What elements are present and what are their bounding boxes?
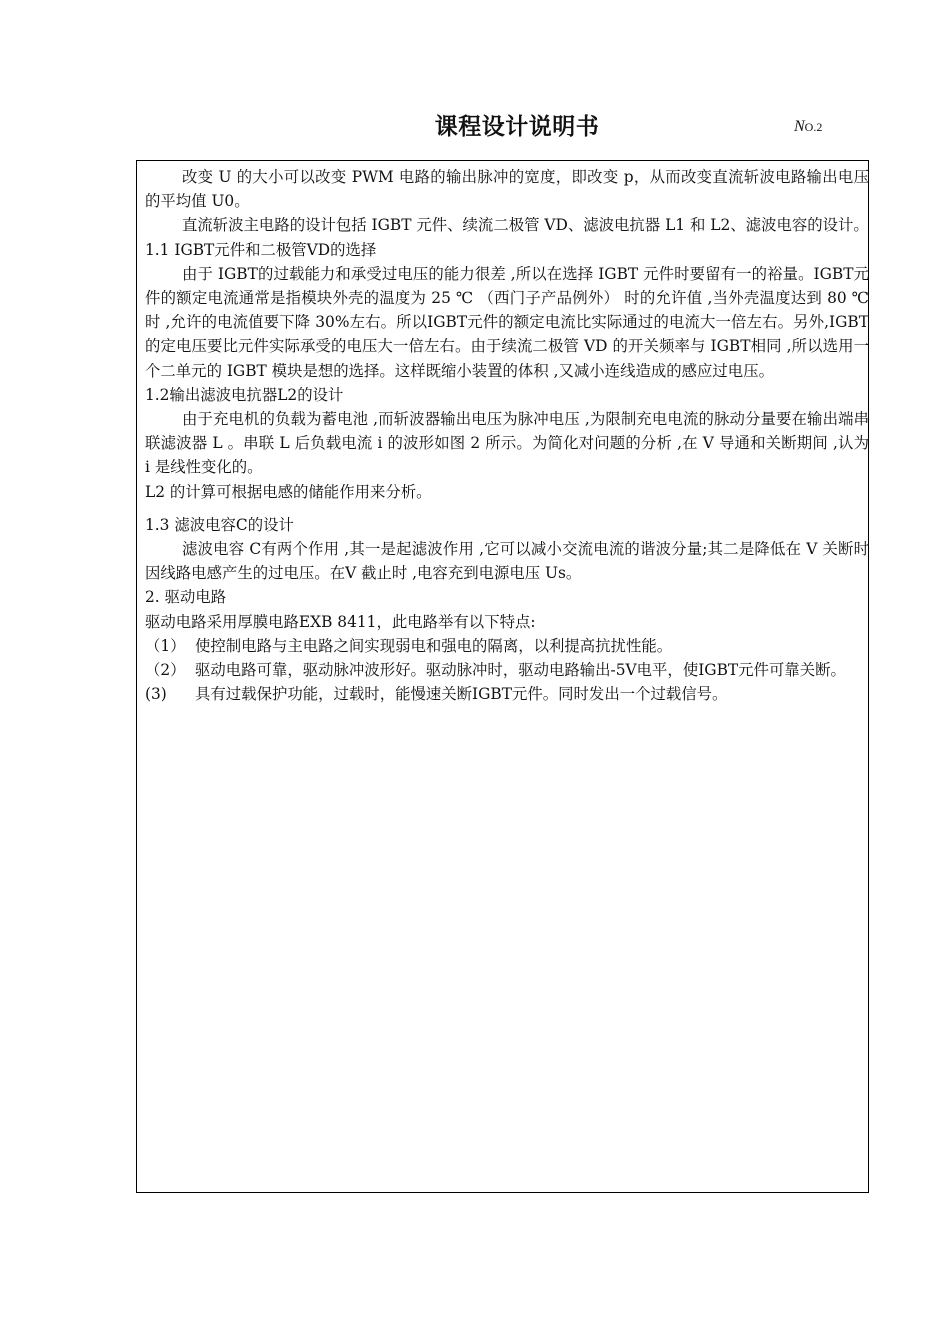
- paragraph-igbt: 由于 IGBT的过载能力和承受过电压的能力很差 ,所以在选择 IGBT 元件时要留有一的裕量。IGBT元件的额定电流通常是指模块外壳的温度为 25 ℃ （西门子产品例外） 时的允许值 ,当外壳温度达到 80 ℃时 ,允许的电流值要下降 30%左右。所以IGBT元件的额定电流比实际通过的电流大一倍左右。另外,IGBT的定电压要比元件实际承受的电压大一倍左右。由于续流二极管 VD 的开关频率与 IGBT相同 ,所以选用一个二单元的 IGBT 模块是想的选择。这样既缩小装置的体积 ,又减小连线造成的感应过电压。: [145, 264, 869, 380]
- paragraph-l2-calc: L2 的计算可根据电感的储能作用来分析。: [145, 482, 432, 501]
- paragraph-drive-intro: 驱动电路采用厚膜电路EXB 8411，此电路举有以下特点:: [145, 612, 536, 631]
- page-number: [794, 118, 822, 136]
- page-title: 课程设计说明书: [434, 113, 600, 140]
- heading-igbt-selection: 1.1 IGBT元件和二极管VD的选择: [145, 240, 377, 259]
- heading-capacitor-design: 1.3 滤波电容C的设计: [145, 515, 294, 534]
- document-body: [145, 165, 869, 706]
- paragraph-capacitor: 滤波电容 C有两个作用 ,其一是起滤波作用 ,它可以减小交流电流的谐波分量;其二是降低在 V 关断时因线路电感产生的过电压。在V 截止时 ,电容充到电源电压 Us。: [145, 540, 869, 583]
- heading-drive-circuit: 2. 驱动电路: [145, 588, 227, 607]
- heading-reactor-design: 1.2输出滤波电抗器L2的设计: [145, 385, 344, 404]
- list-item-text: 使控制电路与主电路之间实现弱电和强电的隔离，以利提高抗扰性能。: [195, 636, 673, 655]
- list-item: [145, 682, 869, 706]
- list-item: [145, 658, 869, 682]
- list-item-number: （2）: [145, 661, 186, 680]
- list-item: [145, 634, 869, 658]
- page-number-prefix: N: [794, 118, 805, 135]
- paragraph-reactor: 由于充电机的负载为蓄电池 ,而斩波器输出电压为脉冲电压 ,为限制充电电流的脉动分量要在输出端串联滤波器 L 。串联 L 后负载电流 i 的波形如图 2 所示。为简化对问题的分析 ,在 V 导通和关断期间 ,认为 i 是线性变化的。: [145, 410, 869, 477]
- paragraph-chopper-design: 直流斩波主电路的设计包括 IGBT 元件、续流二极管 VD、滤波电抗器 L1 和 L2、滤波电容的设计。: [181, 216, 869, 235]
- list-item-number: (3): [145, 685, 167, 704]
- list-item-text: 驱动电路可靠，驱动脉冲波形好。驱动脉冲时，驱动电路输出-5V电平，使IGBT元件可靠关断。: [195, 661, 846, 680]
- list-item-text: 具有过载保护功能，过载时，能慢速关断IGBT元件。同时发出一个过载信号。: [195, 685, 728, 704]
- page-number-value: O.2: [804, 120, 823, 134]
- paragraph-pwm: 改变 U 的大小可以改变 PWM 电路的输出脉冲的宽度，即改变 p，从而改变直流斩波电路输出电压的平均值 U0。: [145, 168, 869, 211]
- list-item-number: （1）: [145, 636, 186, 655]
